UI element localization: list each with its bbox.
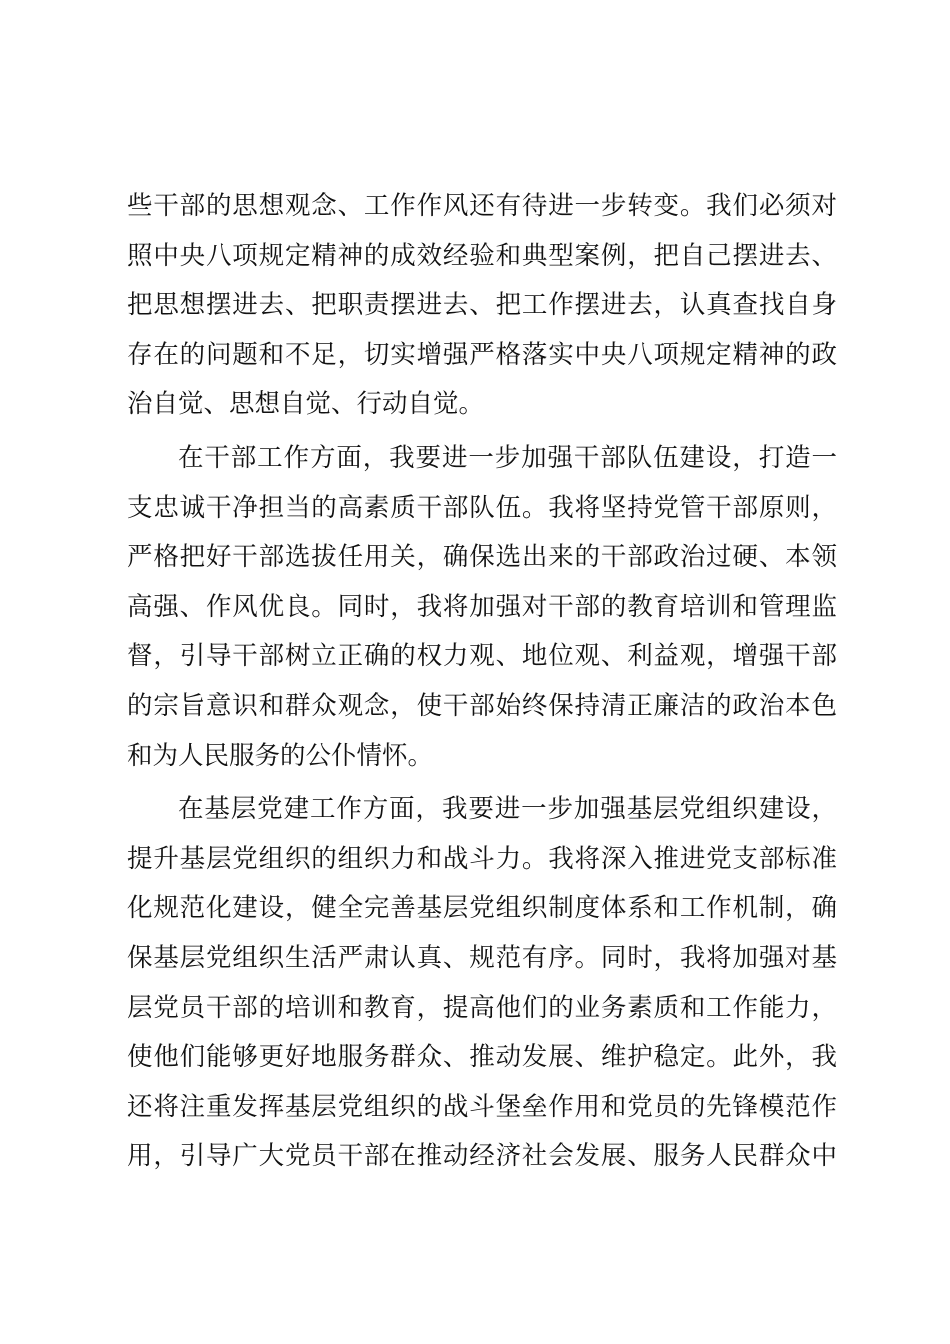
paragraph-line: 在基层党建工作方面，我要进一步加强基层党组织建设， xyxy=(178,794,837,825)
paragraph-line: 把思想摆进去、把职责摆进去、把工作摆进去，认真查找自身 xyxy=(127,290,837,321)
paragraph-line: 存在的问题和不足，切实增强严格落实中央八项规定精神的政 xyxy=(127,339,837,370)
paragraph-line: 高强、作风优良。同时，我将加强对干部的教育培训和管理监 xyxy=(127,591,837,622)
paragraph-line: 层党员干部的培训和教育，提高他们的业务素质和工作能力， xyxy=(127,992,837,1023)
paragraph-line: 用，引导广大党员干部在推动经济社会发展、服务人民群众中 xyxy=(127,1141,837,1172)
paragraph-line: 支忠诚干净担当的高素质干部队伍。我将坚持党管干部原则， xyxy=(127,492,837,523)
paragraph-line: 的宗旨意识和群众观念，使干部始终保持清正廉洁的政治本色 xyxy=(127,690,837,721)
paragraph-line: 保基层党组织生活严肃认真、规范有序。同时，我将加强对基 xyxy=(127,942,837,973)
paragraph-3 xyxy=(127,785,837,1182)
paragraph-line: 治自觉、思想自觉、行动自觉。 xyxy=(127,389,485,420)
paragraph-line: 提升基层党组织的组织力和战斗力。我将深入推进党支部标准 xyxy=(127,843,837,874)
paragraph-line: 督，引导干部树立正确的权力观、地位观、利益观，增强干部 xyxy=(127,641,837,672)
paragraph-line: 在干部工作方面，我要进一步加强干部队伍建设，打造一 xyxy=(178,442,837,473)
paragraph-line: 化规范化建设，健全完善基层党组织制度体系和工作机制，确 xyxy=(127,893,837,924)
paragraph-line: 还将注重发挥基层党组织的战斗堡垒作用和党员的先锋模范作 xyxy=(127,1091,837,1122)
paragraph-line: 和为人民服务的公仆情怀。 xyxy=(127,740,434,771)
paragraph-line: 些干部的思想观念、工作作风还有待进一步转变。我们必须对 xyxy=(127,191,837,221)
paragraph-1 xyxy=(127,182,837,430)
paragraph-2 xyxy=(127,434,837,781)
paragraph-line: 严格把好干部选拔任用关，确保选出来的干部政治过硬、本领 xyxy=(127,542,837,573)
paragraph-line: 使他们能够更好地服务群众、推动发展、维护稳定。此外，我 xyxy=(127,1042,837,1073)
paragraph-line: 照中央八项规定精神的成效经验和典型案例，把自己摆进去、 xyxy=(127,240,837,271)
document-body xyxy=(127,182,837,1182)
